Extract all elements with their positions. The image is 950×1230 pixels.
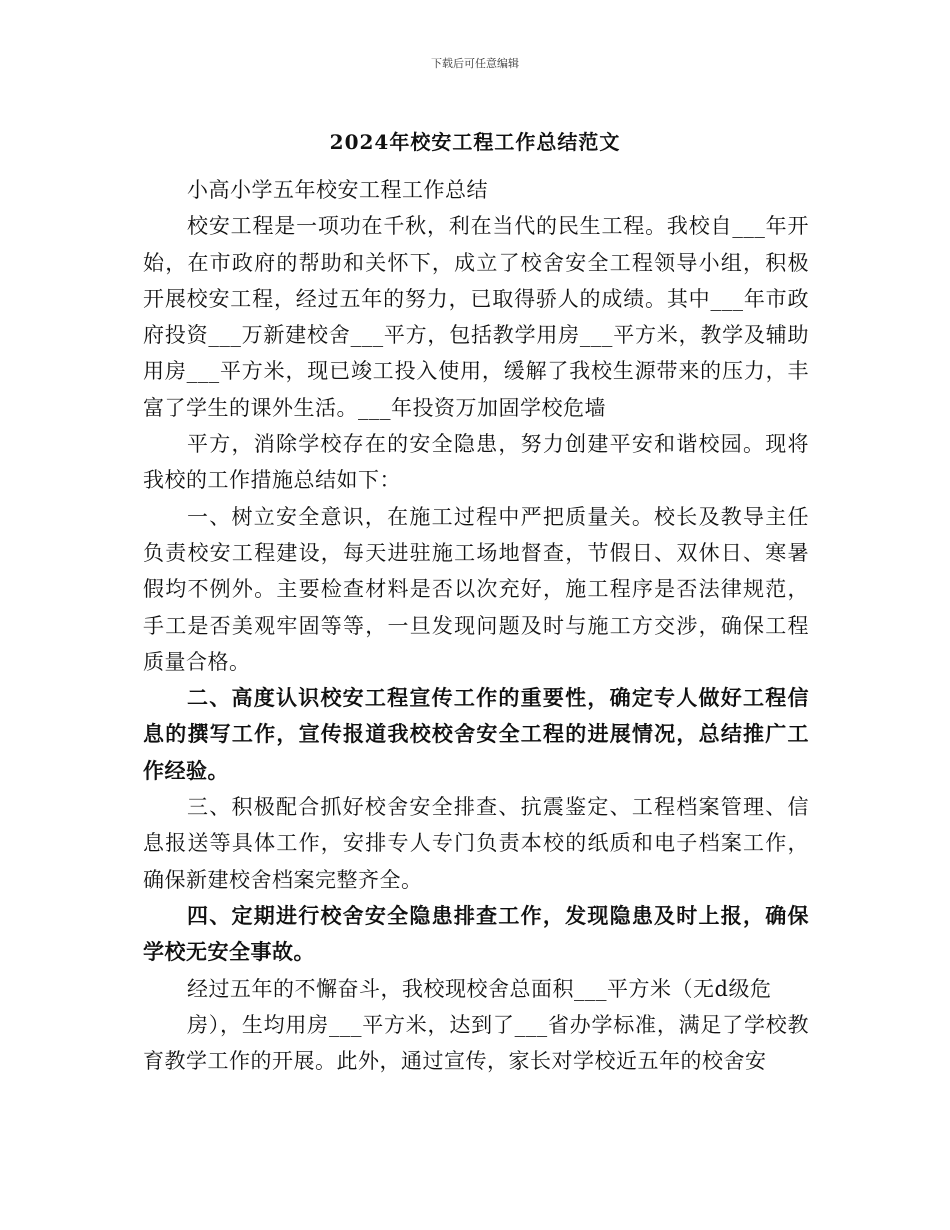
paragraph-measure-2: 二、高度认识校安工程宣传工作的重要性，确定专人做好工程信息的撰写工作，宣传报道我校校舍安全工程的进展情况，总结推广工作经验。 bbox=[143, 685, 809, 783]
paragraph-measure-1: 一、树立安全意识，在施工过程中严把质量关。校长及教导主任负责校安工程建设，每天进驻施工场地督查，节假日、双休日、寒暑假均不例外。主要检查材料是否以次充好，施工程序是否法律规范，手工是否美观牢固等等，一旦发现问题及时与施工方交涉，确保工程质量合格。 bbox=[143, 504, 809, 674]
paragraph-intro-continued: 平方，消除学校存在的安全隐患，努力创建平安和谐校园。现将我校的工作措施总结如下： bbox=[143, 432, 809, 493]
paragraph-result: 经过五年的不懈奋斗，我校现校舍总面积___平方米（无d级危 bbox=[187, 976, 772, 1001]
paragraph-measure-3: 三、积极配合抓好校舍安全排查、抗震鉴定、工程档案管理、信息报送等具体工作，安排专人专门负责本校的纸质和电子档案工作，确保新建校舍档案完整齐全。 bbox=[143, 795, 809, 892]
document-title: 2024年校安工程工作总结范文 bbox=[329, 130, 621, 154]
header-note: 下载后可任意编辑 bbox=[431, 57, 519, 70]
paragraph-intro: 校安工程是一项功在千秋，利在当代的民生工程。我校自___年开始，在市政府的帮助和关怀下，成立了校舍安全工程领导小组，积极开展校安工程，经过五年的努力，已取得骄人的成绩。其中___年市政府投资___万新建校舍___平方，包括教学用房___平方米，教学及辅助用房___平方米，现已竣工投入使用，缓解了我校生源带来的压力，丰富了学生的课外生活。___年投资万加固学校危墙 bbox=[143, 214, 809, 420]
document-body bbox=[143, 172, 809, 1079]
paragraph-measure-4: 四、定期进行校舍安全隐患排查工作，发现隐患及时上报，确保学校无安全事故。 bbox=[143, 902, 809, 965]
paragraph-subtitle: 小高小学五年校安工程工作总结 bbox=[187, 178, 488, 202]
paragraph-result-continued: 房），生均用房___平方米，达到了___省办学标准，满足了学校教育教学工作的开展。此外，通过宣传，家长对学校近五年的校舍安 bbox=[143, 1012, 809, 1074]
